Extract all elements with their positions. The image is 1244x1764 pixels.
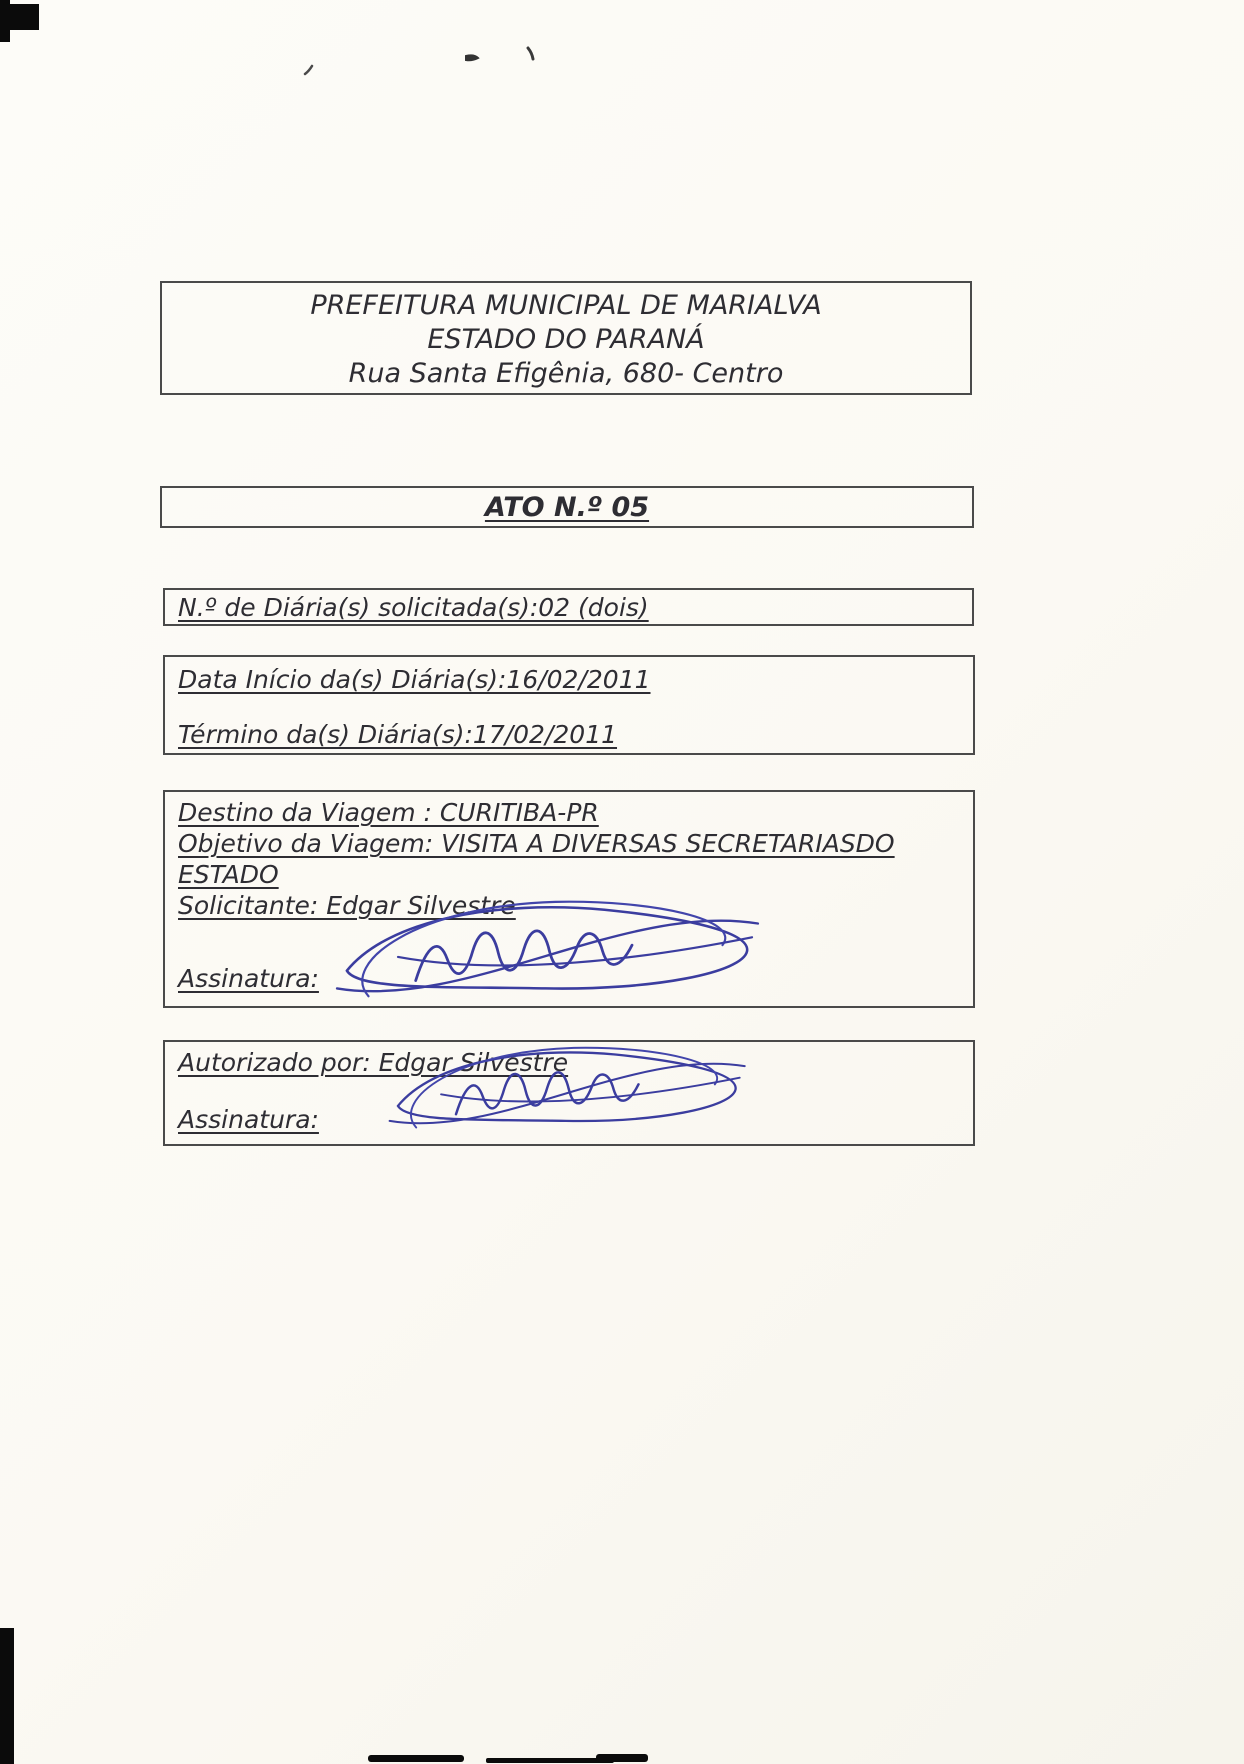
datas-box <box>163 655 975 755</box>
autorizacao-box <box>163 1040 975 1146</box>
scan-artifact-smudge <box>596 1754 648 1762</box>
objetivo-text-line2: ESTADO <box>178 860 279 889</box>
objetivo-text-line1: Objetivo da Viagem: VISITA A DIVERSAS SECRETARIASDO <box>178 829 895 858</box>
assinatura-label: Assinatura: <box>178 1105 319 1134</box>
assinatura-label: Assinatura: <box>178 964 319 993</box>
scan-artifact-edge-top-left <box>0 0 10 42</box>
destino-text: Destino da Viagem : CURITIBA-PR <box>178 798 599 827</box>
ato-title: ATO N.º 05 <box>484 492 650 523</box>
scan-artifact-smudge <box>486 1758 614 1763</box>
scan-artifact-smudge <box>368 1755 464 1762</box>
data-termino-text: Término da(s) Diária(s):17/02/2011 <box>178 720 618 749</box>
data-inicio-text: Data Início da(s) Diária(s):16/02/2011 <box>178 665 651 694</box>
solicitante-text: Solicitante: Edgar Silvestre <box>178 891 516 920</box>
letterhead-line2: ESTADO DO PARANÁ <box>427 324 705 355</box>
letterhead-line1: PREFEITURA MUNICIPAL DE MARIALVA <box>310 290 822 321</box>
letterhead-box <box>160 281 972 395</box>
viagem-box <box>163 790 975 1008</box>
diarias-text: N.º de Diária(s) solicitada(s):02 (dois) <box>178 593 649 622</box>
autorizado-text: Autorizado por: Edgar Silvestre <box>178 1048 569 1077</box>
scan-artifact-bar-bottom-left <box>0 1628 14 1764</box>
letterhead-line3: Rua Santa Efigênia, 680- Centro <box>348 358 784 389</box>
diarias-box <box>163 588 974 626</box>
pen-marks-icon <box>290 40 560 80</box>
ato-number-box <box>160 486 974 528</box>
